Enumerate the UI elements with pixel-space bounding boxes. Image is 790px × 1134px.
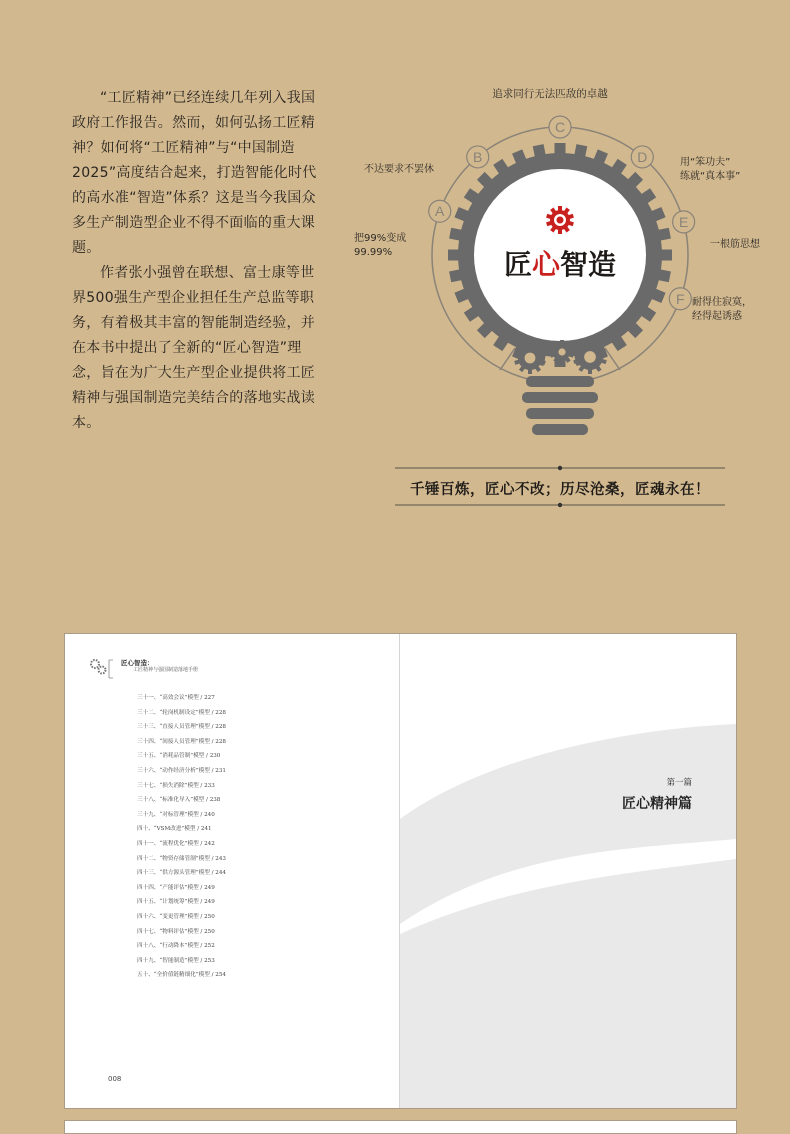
book-spread [64,633,737,1109]
next-book-spread-edge [64,1120,737,1134]
toc-item: 三十二、“轮岗机制设定”模型 / 228 [137,709,226,716]
node-letter-b: B [473,148,483,165]
toc-item: 三十九、“对标管理”模型 / 240 [137,811,215,818]
table-of-contents [137,691,226,983]
toc-item: 四十九、“智能制造”模型 / 253 [137,957,215,964]
toc-item: 四十一、“流程优化”模型 / 242 [137,840,215,847]
toc-item: 三十七、“损失消除”模型 / 233 [137,782,215,789]
toc-item: 四十三、“供方源头管理”模型 / 244 [137,870,226,877]
toc-item: 四十二、“物资存储管制”模型 / 243 [137,855,226,862]
small-gears-icon [514,340,607,374]
intro-paragraph-2: 作者张小强曾在联想、富士康等世界500强生产型企业担任生产总监等职务，有着极其丰富的智能制造经验，并在本书中提出了全新的“匠心智造”理念，旨在为广大生产型企业提供将工匠精神与强国制造完美结合的落地实战读本。 [72,265,316,431]
toc-item: 三十八、“标准化导入”模型 / 238 [137,797,221,804]
label-b: 不达要求不罢休 [364,164,434,175]
node-letter-a: A [435,203,445,220]
toc-item: 四十六、“变更管理”模型 / 250 [137,913,215,920]
node-letter-e: E [678,213,689,230]
part-title: 匠心精神篇 [622,796,692,812]
node-letter-c: C [554,119,566,135]
label-e: 一根筋思想 [710,239,760,250]
node-letter-d: D [637,148,648,165]
bulb-base-icon [522,376,598,435]
toc-item: 三十四、“间接人员管理”模型 / 228 [137,738,226,745]
node-letter-f: F [675,290,685,307]
label-d: 用“笨功夫” 练就“真本事” [680,157,741,182]
toc-item: 三十三、“直接人员管理”模型 / 228 [137,724,226,731]
toc-item: 四十五、“计划统筹”模型 / 249 [137,899,215,906]
toc-item: 五十、“全价值链精细化”模型 / 254 [137,972,226,979]
toc-item: 三十六、“动作经济分析”模型 / 231 [137,767,226,774]
toc-item: 四十八、“行动降本”模型 / 252 [137,943,215,950]
part-heading [622,776,692,813]
intro-paragraph-1: “工匠精神”已经连续几年列入我国政府工作报告。然而，如何弘扬工匠精神？如何将“工匠精神”与“中国制造2025”高度结合起来，打造智能化时代的高水准“智造”体系？这是当今我国众多生产制造型企业不得不面临的重大课题。 [72,90,317,256]
label-f: 耐得住寂寞， 经得起诱惑 [692,297,752,322]
page-number: 008 [108,1075,122,1083]
part-number: 第一篇 [666,778,692,788]
left-page [65,634,400,1108]
toc-item: 四十七、“物料评估”模型 / 250 [137,928,215,935]
right-page [400,634,736,1108]
page-swoosh-graphic [400,634,736,1108]
header-subtitle: 工匠精神与强国制造落地手册 [133,667,199,673]
toc-item: 三十一、“高效会议”模型 / 227 [137,695,215,701]
toc-item: 四十、“VSM改进”模型 / 241 [137,826,212,833]
slogan: 千锤百炼，匠心不改；历尽沧桑，匠魂永在！ [410,481,710,498]
toc-item: 三十五、“消耗品管制”模型 / 230 [137,753,221,760]
toc-item: 四十四、“产能评估”模型 / 249 [137,884,215,891]
intro-text [72,86,317,436]
center-title: 匠心智造 [503,248,617,281]
header-title: 匠心智造： [121,659,154,667]
label-a: 把99%变成 99.99% [354,233,407,258]
top-label: 追求同行无法匹敌的卓越 [492,88,608,100]
lightbulb-diagram [340,80,760,530]
